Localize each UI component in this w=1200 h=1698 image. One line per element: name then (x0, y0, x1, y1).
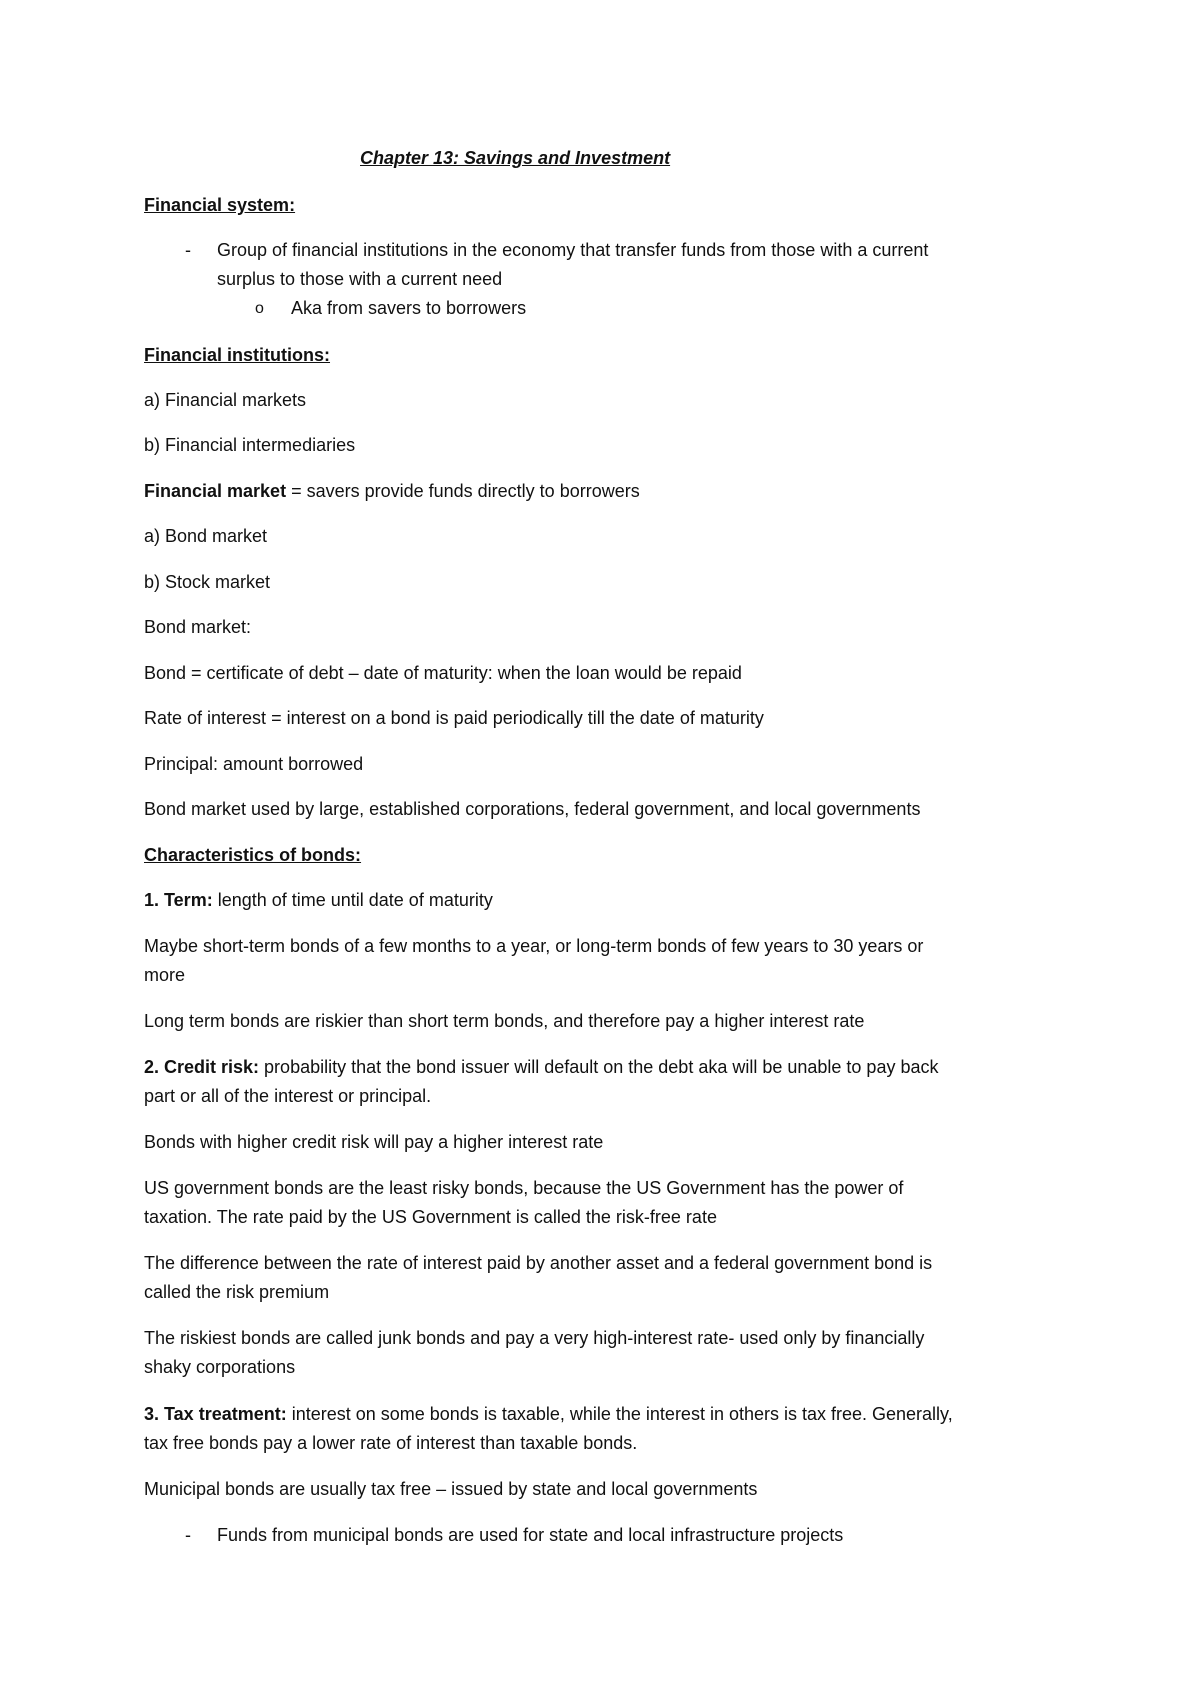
tax-treatment-text: interest on some bonds is taxable, while the interest in others is tax free. Generally, (286, 1404, 953, 1424)
credit-risk-text: probability that the bond issuer will default on the debt aka will be unable to pay back (259, 1057, 939, 1077)
list-item: a) Bond market (144, 526, 268, 546)
list-item: b) Financial intermediaries (144, 435, 356, 455)
term-text: length of time until date of maturity (212, 890, 493, 910)
sub-list-item: Aka from savers to borrowers (291, 298, 527, 318)
list-item: a) Financial markets (144, 390, 307, 410)
paragraph-line: Bond = certificate of debt – date of maturity: when the loan would be repaid (144, 663, 742, 683)
heading-characteristics: Characteristics of bonds: (144, 845, 362, 865)
paragraph-line: US government bonds are the least risky bonds, because the US Government has the power of (144, 1178, 904, 1198)
paragraph-line: Rate of interest = interest on a bond is paid periodically till the date of maturity (144, 708, 764, 728)
paragraph-line: taxation. The rate paid by the US Government is called the risk-free rate (144, 1207, 717, 1227)
paragraph-line: The riskiest bonds are called junk bonds and pay a very high-interest rate- used only by financially (144, 1328, 925, 1348)
tax-treatment-item (144, 1400, 953, 1429)
paragraph-line: Bond market used by large, established corporations, federal government, and local governments (144, 799, 921, 819)
page-title: Chapter 13: Savings and Investment (360, 148, 671, 168)
paragraph-line: The difference between the rate of interest paid by another asset and a federal government bond is (144, 1253, 933, 1273)
paragraph-line: tax free bonds pay a lower rate of interest than taxable bonds. (144, 1433, 638, 1453)
term-label: 1. Term: (144, 890, 213, 910)
heading-financial-system: Financial system: (144, 195, 296, 215)
paragraph-line: Principal: amount borrowed (144, 754, 364, 774)
heading-financial-institutions: Financial institutions: (144, 345, 331, 365)
paragraph-line: Bonds with higher credit risk will pay a higher interest rate (144, 1132, 604, 1152)
dash-bullet: - (185, 240, 191, 260)
paragraph-line: Long term bonds are riskier than short term bonds, and therefore pay a higher interest rate (144, 1011, 865, 1031)
paragraph-line: Group of financial institutions in the economy that transfer funds from those with a current (217, 240, 929, 260)
paragraph-line: part or all of the interest or principal. (144, 1086, 432, 1106)
paragraph-line: surplus to those with a current need (217, 269, 503, 289)
list-item: b) Stock market (144, 572, 271, 592)
paragraph-line: shaky corporations (144, 1357, 296, 1377)
paragraph-line: Maybe short-term bonds of a few months to a year, or long-term bonds of few years to 30 years or (144, 936, 924, 956)
term-item (144, 886, 493, 915)
financial-market-definition (144, 477, 640, 506)
term-label: Financial market (144, 481, 287, 501)
circle-bullet: o (255, 300, 264, 317)
paragraph-line: Municipal bonds are usually tax free – issued by state and local governments (144, 1479, 758, 1499)
definition-text: = savers provide funds directly to borrowers (286, 481, 640, 501)
paragraph-line: more (144, 965, 186, 985)
dash-bullet: - (185, 1525, 191, 1545)
credit-risk-label: 2. Credit risk: (144, 1057, 260, 1077)
paragraph-line: called the risk premium (144, 1282, 330, 1302)
list-item: Funds from municipal bonds are used for state and local infrastructure projects (217, 1525, 844, 1545)
tax-treatment-label: 3. Tax treatment: (144, 1404, 287, 1424)
credit-risk-item (144, 1053, 938, 1082)
bond-market-heading: Bond market: (144, 617, 252, 637)
